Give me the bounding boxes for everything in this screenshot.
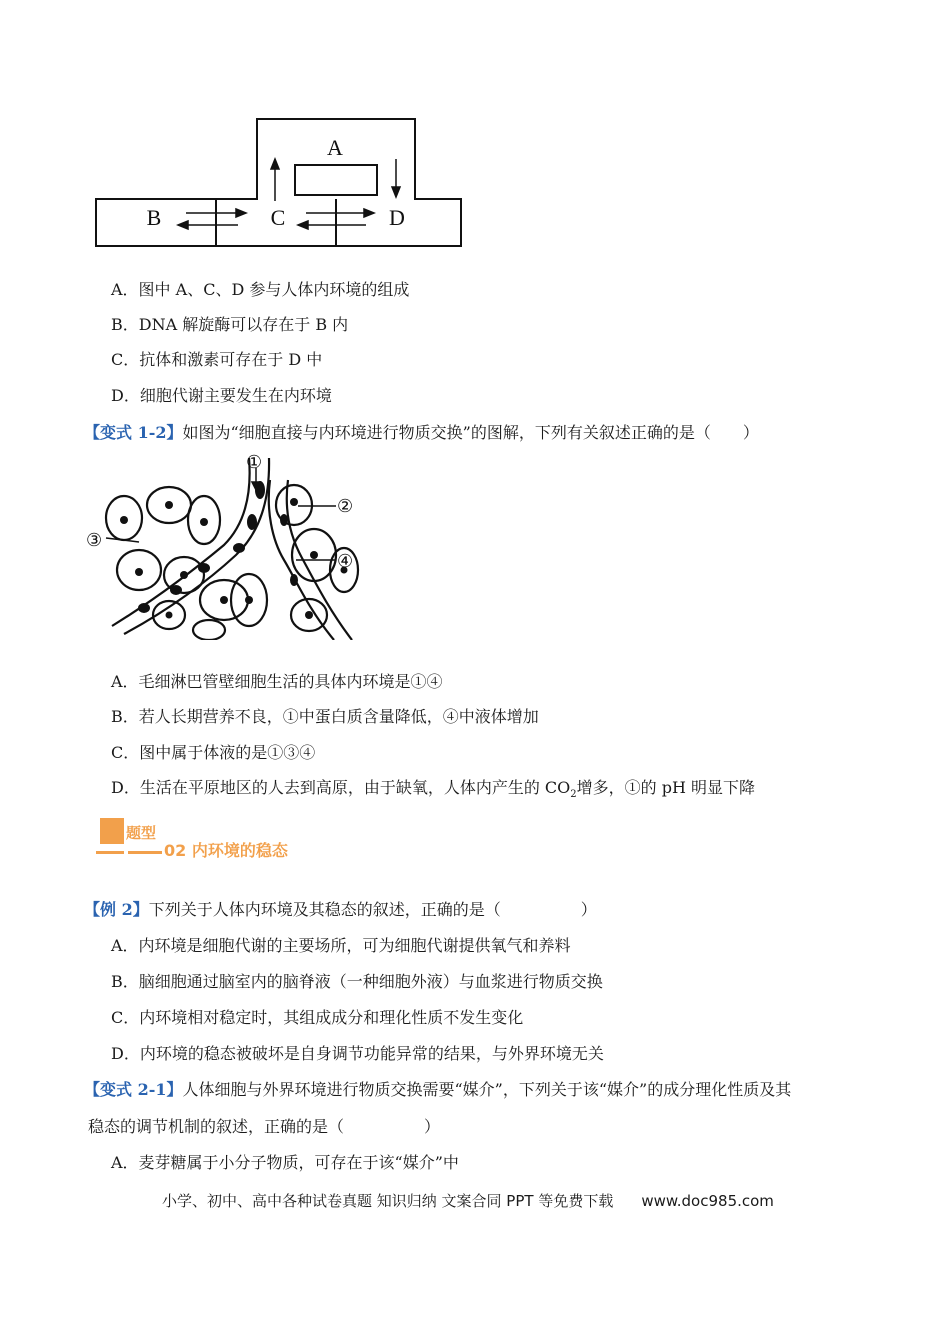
label-d: D (389, 205, 405, 230)
ex2-option-d: D．内环境的稳态被破坏是自身调节功能异常的结果，与外界环境无关 (111, 1044, 604, 1063)
q2-stem (84, 422, 759, 444)
q2-option-a: A．毛细淋巴管壁细胞生活的具体内环境是①④ (111, 672, 443, 691)
label-1: ① (246, 452, 263, 473)
q2-option-c: C．图中属于体液的是①③④ (111, 743, 316, 762)
label-c: C (270, 205, 286, 230)
section-underline (128, 851, 162, 854)
q1-option-a: A．图中 A、C、D 参与人体内环境的组成 (111, 280, 410, 299)
footer-url[interactable]: www.doc985.com (641, 1192, 774, 1210)
ex2-option-b: B．脑细胞通过脑室内的脑脊液（一种细胞外液）与血浆进行物质交换 (111, 972, 603, 991)
label-2: ② (337, 496, 354, 517)
ex2-stem: 【例 2】下列关于人体内环境及其稳态的叙述，正确的是（ ） (84, 900, 597, 919)
compartment-diagram (90, 115, 470, 255)
tissue-diagram (84, 450, 374, 640)
q1-option-d: D．细胞代谢主要发生在内环境 (111, 386, 332, 405)
label-a: A (327, 135, 343, 160)
q2-tag: 【变式 1-2】 (84, 423, 183, 442)
v21-stem: 【变式 2-1】人体细胞与外界环境进行物质交换需要“媒介”，下列关于该“媒介”的成分理化性质及其 (84, 1080, 792, 1099)
q1-option-b: B．DNA 解旋酶可以存在于 B 内 (111, 315, 349, 334)
q2-option-b: B．若人长期营养不良，①中蛋白质含量降低，④中液体增加 (111, 707, 539, 726)
ex2-tag: 【例 2】 (84, 900, 149, 919)
q1-option-c: C．抗体和激素可存在于 D 中 (111, 350, 323, 369)
v21-option-a: A．麦芽糖属于小分子物质，可存在于该“媒介”中 (111, 1153, 459, 1172)
footer-text: 小学、初中、高中各种试卷真题 知识归纳 文案合同 PPT 等免费下载 (162, 1192, 614, 1210)
section-underline (96, 851, 124, 854)
v21-stem-cont: 稳态的调节机制的叙述，正确的是（ ） (88, 1117, 441, 1136)
q2-stem-text: 如图为“细胞直接与内环境进行物质交换”的图解，下列有关叙述正确的是（ ） (182, 423, 759, 442)
label-3: ③ (86, 530, 103, 551)
label-b: B (146, 205, 162, 230)
q2-option-d: D．生活在平原地区的人去到高原，由于缺氧，人体内产生的 $CO_2$增多，①的 pH 明显下降 (111, 778, 756, 801)
section-title: 02 内环境的稳态 (164, 841, 288, 860)
ex2-option-c: C．内环境相对稳定时，其组成成分和理化性质不发生变化 (111, 1008, 524, 1027)
footer (162, 1190, 774, 1211)
section-marker (100, 818, 124, 844)
ex2-option-a: A．内环境是细胞代谢的主要场所，可为细胞代谢提供氧气和养料 (111, 936, 571, 955)
label-4: ④ (337, 551, 354, 572)
v21-tag: 【变式 2-1】 (84, 1080, 183, 1099)
section-tag: 题型 (126, 824, 157, 842)
